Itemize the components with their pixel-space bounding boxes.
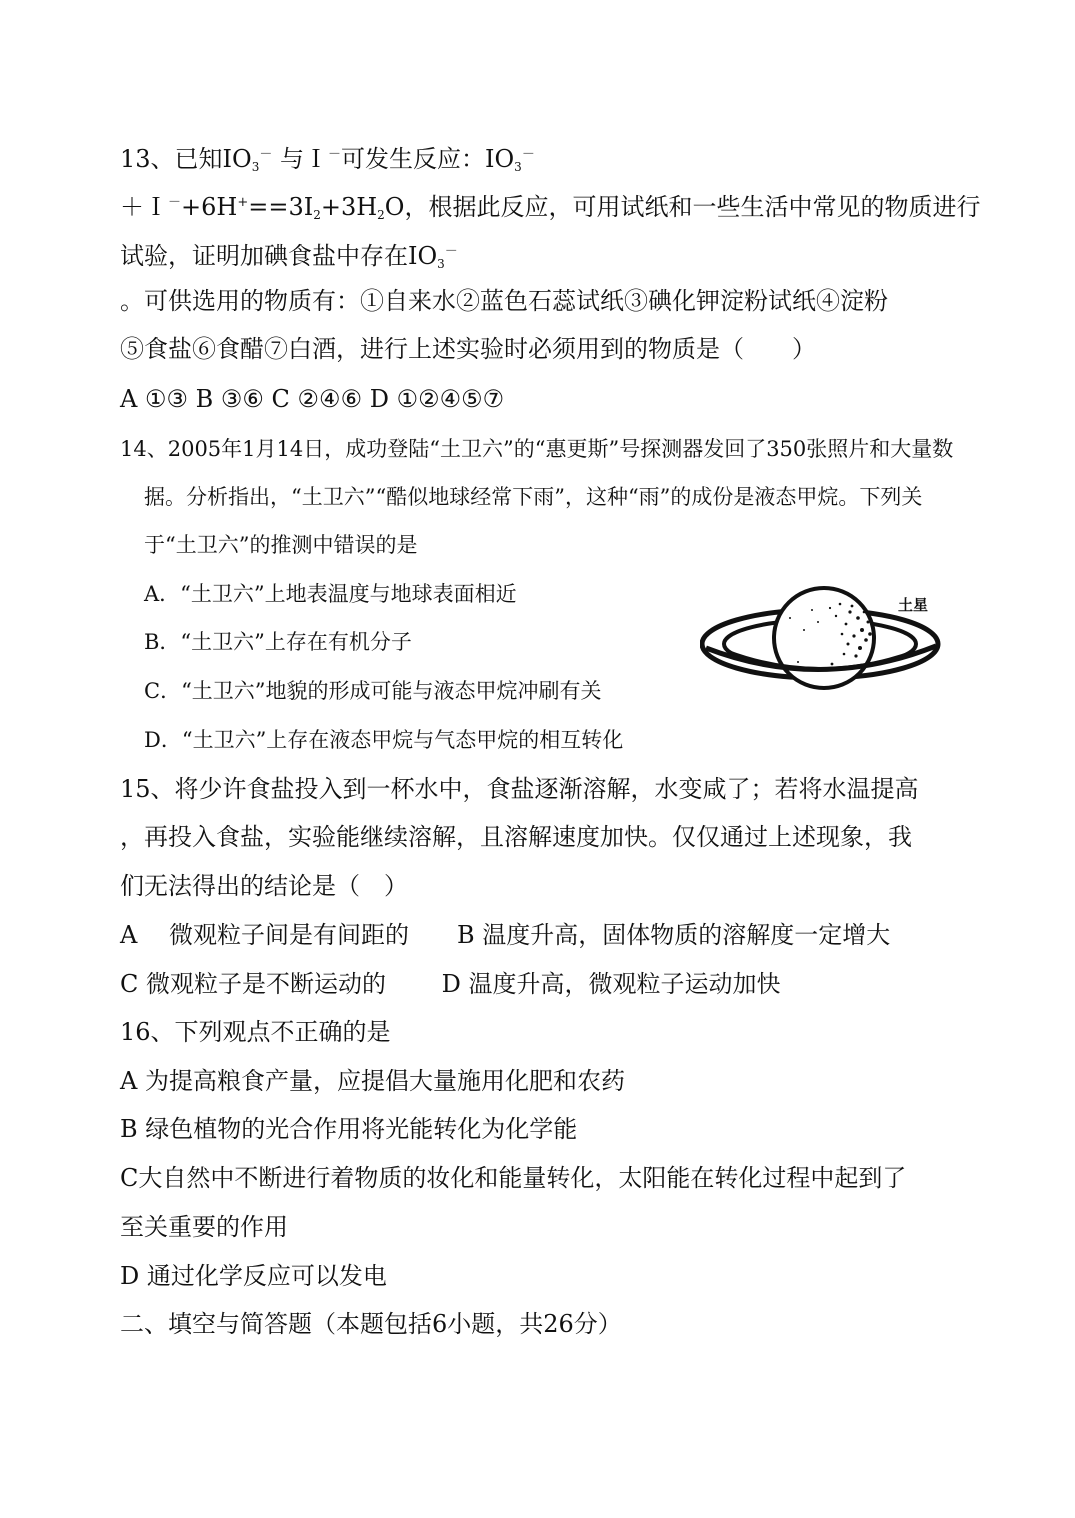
q14-line-2: 据。分析指出，“土卫六”“酷似地球经常下雨”，这种“雨”的成份是液态甲烷。下列关 bbox=[144, 485, 923, 509]
q13-line-2 bbox=[120, 188, 980, 230]
superscript: + bbox=[237, 195, 249, 210]
figure-label: 土星 bbox=[898, 596, 929, 614]
superscript: － bbox=[168, 195, 182, 210]
q13-text: 13、已知IO bbox=[120, 145, 252, 173]
subscript: 3 bbox=[251, 160, 260, 174]
superscript: － bbox=[444, 244, 458, 259]
saturn-figure bbox=[700, 582, 946, 698]
q15-line-3: 们无法得出的结论是（ ） bbox=[120, 872, 408, 900]
q14-option-c: C．“土卫六”地貌的形成可能与液态甲烷冲刷有关 bbox=[144, 679, 602, 703]
q13-line-1 bbox=[120, 140, 535, 182]
q16-option-c-2: 至关重要的作用 bbox=[120, 1213, 288, 1241]
q16-option-a: A 为提高粮食产量，应提倡大量施用化肥和农药 bbox=[120, 1067, 625, 1095]
q13-text: +3H bbox=[320, 193, 378, 221]
superscript: － bbox=[328, 147, 342, 162]
planet-body bbox=[774, 588, 874, 688]
q13-text: ＋Ｉ bbox=[120, 193, 168, 221]
q13-line-3 bbox=[120, 237, 458, 279]
subscript: 2 bbox=[313, 208, 321, 222]
q16-option-b: B 绿色植物的光合作用将光能转化为化学能 bbox=[120, 1115, 578, 1143]
q16-option-d: D 通过化学反应可以发电 bbox=[120, 1262, 387, 1290]
subscript: 3 bbox=[437, 257, 445, 271]
q13-text: ==3I bbox=[248, 193, 314, 221]
subscript: 2 bbox=[377, 208, 385, 222]
q13-text: O，根据此反应，可用试纸和一些生活中常见的物质进行 bbox=[384, 193, 981, 221]
q14-option-d: D．“土卫六”上存在液态甲烷与气态甲烷的相互转化 bbox=[144, 728, 624, 752]
subscript: 3 bbox=[514, 160, 522, 174]
q13-text: 与Ｉ bbox=[272, 145, 328, 173]
q13-line-5: ⑤食盐⑥食醋⑦白酒，进行上述实验时必须用到的物质是（ ） bbox=[120, 335, 816, 363]
q15-line-2: ，再投入食盐，实验能继续溶解，且溶解速度加快。仅仅通过上述现象，我 bbox=[120, 823, 912, 851]
q14-line-1: 14、2005年1月14日，成功登陆“土卫六”的“惠更斯”号探测器发回了350张照片和大量数 bbox=[120, 437, 954, 461]
q14-line-3: 于“土卫六”的推测中错误的是 bbox=[144, 533, 418, 557]
section-2-heading: 二、填空与简答题（本题包括6小题，共26分） bbox=[120, 1310, 622, 1338]
superscript: － bbox=[521, 147, 535, 162]
q13-text: +6H bbox=[181, 193, 238, 221]
q15-line-1: 15、将少许食盐投入到一杯水中，食盐逐渐溶解，水变咸了；若将水温提高 bbox=[120, 775, 919, 803]
q15-options-2: C 微观粒子是不断运动的 D 温度升高，微观粒子运动加快 bbox=[120, 970, 781, 998]
q15-options-1: A 微观粒子间是有间距的 B 温度升高，固体物质的溶解度一定增大 bbox=[120, 921, 891, 949]
q14-option-a: A．“土卫六”上地表温度与地球表面相近 bbox=[144, 582, 517, 606]
q16-option-c-1: C大自然中不断进行着物质的妆化和能量转化，太阳能在转化过程中起到了 bbox=[120, 1164, 907, 1192]
q13-line-4: 。可供选用的物质有：①自来水②蓝色石蕊试纸③碘化钾淀粉试纸④淀粉 bbox=[120, 287, 888, 315]
q16-line-1: 16、下列观点不正确的是 bbox=[120, 1018, 391, 1046]
q13-text: 可发生反应：IO bbox=[341, 145, 515, 173]
q14-option-b: B．“土卫六”上存在有机分子 bbox=[144, 630, 412, 654]
superscript: － bbox=[259, 147, 273, 162]
q13-options: A ①③ B ③⑥ C ②④⑥ D ①②④⑤⑦ bbox=[120, 385, 505, 413]
q13-text: 试验，证明加碘食盐中存在IO bbox=[120, 242, 438, 270]
